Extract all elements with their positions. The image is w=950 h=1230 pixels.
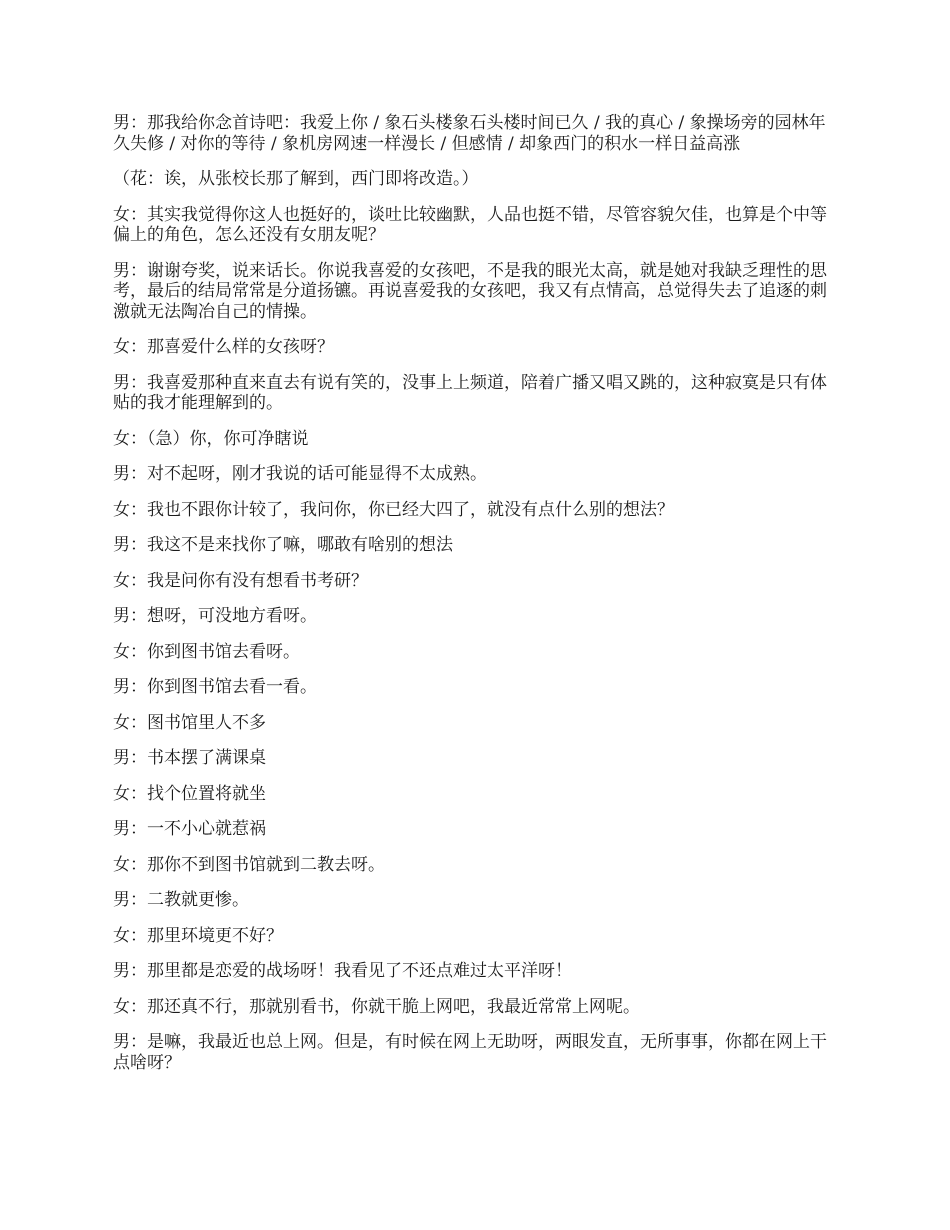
- paragraph-4: 男：谢谢夸奖，说来话长。你说我喜爱的女孩吧，不是我的眼光太高，就是她对我缺乏理性的思考，最后的结局常常是分道扬镳。再说喜爱我的女孩吧，我又有点情高，总觉得失去了追逐的刺激就无法陶冶自己的情操。: [113, 260, 827, 322]
- paragraph-5: 女：那喜爱什么样的女孩呀？: [113, 337, 334, 357]
- paragraph-3: 女：其实我觉得你这人也挺好的，谈吐比较幽默，人品也挺不错，尽管容貌欠佳，也算是个中等偏上的角色，怎么还没有女朋友呢？: [113, 204, 827, 245]
- paragraph-18: 男：一不小心就惹祸: [113, 819, 266, 839]
- paragraph-1: 男：那我给你念首诗吧：我爱上你 / 象石头楼象石头楼时间已久 / 我的真心 / 象操场旁的园林年久失修 / 对你的等待 / 象机房网速一样漫长 / 但感情 / 却象西门的积水一样日益高涨: [113, 113, 826, 154]
- paragraph-14: 男：你到图书馆去看一看。: [113, 677, 317, 697]
- paragraph-20: 男：二教就更惨。: [113, 890, 249, 910]
- paragraph-6: 男：我喜爱那种直来直去有说有笑的，没事上上频道，陪着广播又唱又跳的，这种寂寞是只有体贴的我才能理解到的。: [113, 372, 827, 413]
- paragraph-12: 男：想呀，可没地方看呀。: [113, 606, 317, 626]
- paragraph-19: 女：那你不到图书馆就到二教去呀。: [113, 854, 385, 875]
- paragraph-13: 女：你到图书馆去看呀。: [113, 641, 300, 662]
- paragraph-2: （花：诶，从张校长那了解到，西门即将改造。）: [113, 169, 479, 189]
- paragraph-22: 男：那里都是恋爱的战场呀！我看见了不还点难过太平洋呀！: [113, 961, 572, 981]
- paragraph-9: 女：我也不跟你计较了，我问你，你已经大四了，就没有点什么别的想法？: [113, 499, 674, 520]
- paragraph-23: 女：那还真不行，那就别看书，你就干脆上网吧，我最近常常上网呢。: [113, 996, 640, 1017]
- paragraph-17: 女：找个位置将就坐: [113, 783, 266, 804]
- paragraph-11: 女：我是问你有没有想看书考研？: [113, 570, 368, 591]
- paragraph-8: 男：对不起呀，刚才我说的话可能显得不太成熟。: [113, 464, 487, 484]
- dialogue-text: [113, 113, 838, 1073]
- paragraph-10: 男：我这不是来找你了嘛，哪敢有啥别的想法: [113, 535, 453, 555]
- paragraph-16: 男：书本摆了满课桌: [113, 748, 266, 768]
- paragraph-21: 女：那里环境更不好？: [113, 925, 283, 946]
- paragraph-7: 女：（急）你，你可净瞎说: [113, 428, 309, 449]
- paragraph-24: 男：是嘛，我最近也总上网。但是，有时候在网上无助呀，两眼发直，无所事事，你都在网上干点啥呀？: [113, 1032, 827, 1073]
- paragraph-15: 女：图书馆里人不多: [113, 712, 266, 733]
